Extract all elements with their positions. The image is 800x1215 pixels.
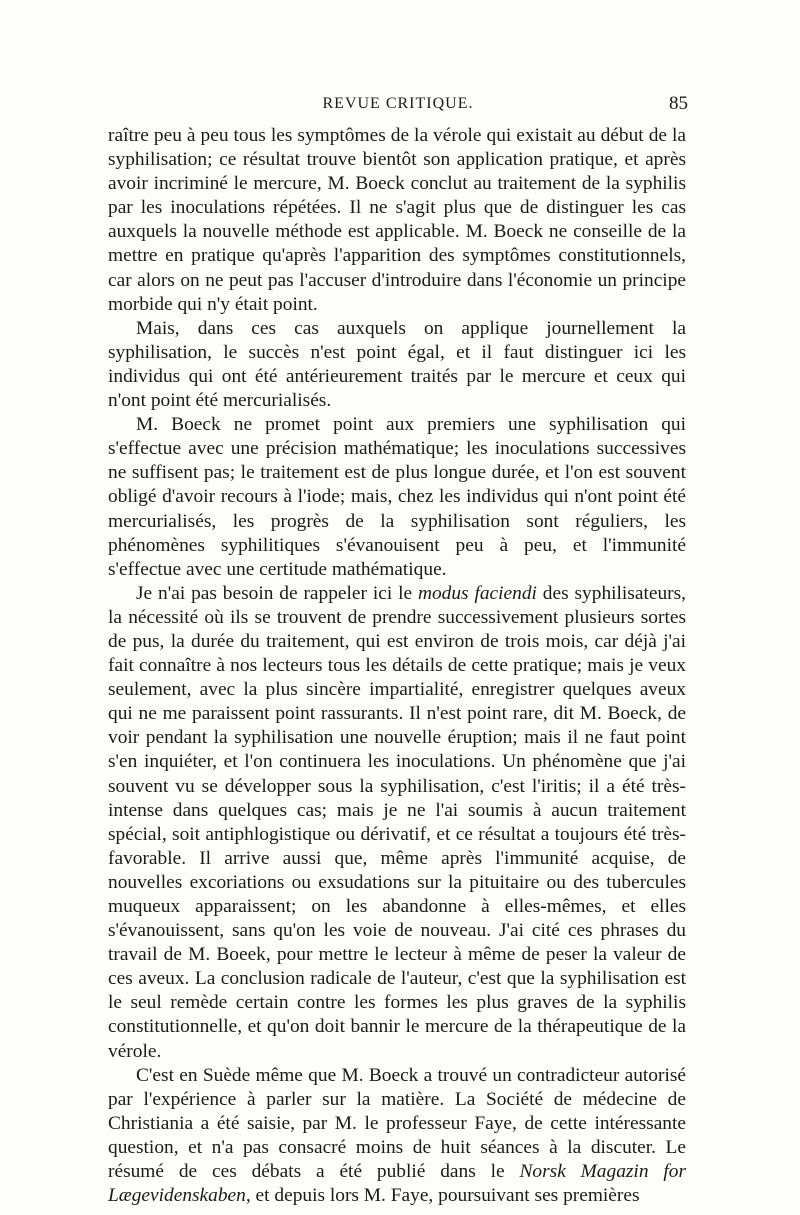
paragraph-1: raître peu à peu tous les symptômes de la vérole qui existait au début de la syphilisation; ce résultat trouve bientôt son application pratique, et après avoir incriminé le mercure, M. Boeck conclut au traitement de la syphilis par les inoculations répétées. Il ne s'agit plus que de distinguer les cas auxquels la nouvelle méthode est applicable. M. Boeck ne conseille de la mettre en pratique qu'après l'apparition des symptômes constitutionnels, car alors on ne peut pas l'accuser d'introduire dans l'économie un principe morbide qui n'y était point.	[108, 125, 686, 315]
paragraph-5-text-start: C'est en Suède même que M. Boeck a trouvé un contradicteur autorisé par l'expérience à parler sur la matière. La Société de médecine de Christiania a été saisie, par M. le professeur Faye, de cette intéressante question, et n'a pas consacré moins de huit séances à la discuter. Le résumé de ces débats a été publié dans le	[108, 1064, 686, 1183]
paragraph-4	[108, 582, 686, 1064]
paragraph-3: M. Boeck ne promet point aux premiers une syphilisation qui s'effectue avec une précision mathématique; les inoculations successives ne suffisent pas; le traitement est de plus longue durée, et l'on est souvent obligé d'avoir recours à l'iode; mais, chez les individus qui n'ont point été mercurialisés, les progrès de la syphilisation sont réguliers, les phénomènes syphilitiques s'évanouisent peu à peu, et l'immunité s'effectue avec une certitude mathématique.	[108, 414, 686, 580]
body-text	[108, 124, 686, 1208]
italic-journal-title: Norsk Magazin for Lægevidenskaben,	[108, 1161, 686, 1207]
page-number: 85	[669, 93, 688, 114]
paragraph-2: Mais, dans ces cas auxquels on applique journellement la syphilisation, le succès n'est point égal, et il faut distinguer ici les individus qui ont été antérieurement traités par le mercure et ceux qui n'ont point été mercurialisés.	[108, 317, 686, 412]
running-title: REVUE CRITIQUE.	[322, 95, 474, 112]
italic-phrase-modus-faciendi: modus faciendi	[417, 582, 537, 604]
running-head	[108, 93, 688, 119]
paragraph-5-text-end: et depuis lors M. Faye, poursuivant ses premières	[250, 1185, 640, 1207]
paragraph-4-text-end: des syphilisateurs, la nécessité où ils se trouvent de prendre successivement plusieurs sortes de pus, la durée du traitement, qui est environ de trois mois, car déjà j'ai fait connaître à nos lecteurs tous les détails de cette pratique; mais je veux seulement, avec la plus sincère impartialité, enregistrer quelques aveux qui ne me paraissent point rassurants. Il n'est point rare, dit M. Boeck, de voir pendant la syphilisation une nouvelle éruption; mais il ne faut point s'en inquiéter, et l'on continuera les inoculations. Un phénomène que j'ai souvent vu se développer sous la syphilisation, c'est l'iritis; il a été très-intense dans quelques cas; mais je ne l'ai soumis à aucun traitement spécial, soit antiphlogistique ou dérivatif, et ce résultat a toujours été très-favorable. Il arrive aussi que, même après l'immunité acquise, de nouvelles excoriations ou exsudations sur la pituitaire ou des tubercules muqueux apparaissent; on les abandonne à elles-mêmes, et elles s'évanouissent, sans qu'on les voie de nouveau. J'ai cité ces phrases du travail de M. Boeek, pour mettre le lecteur à même de peser la valeur de ces aveux. La conclusion radicale de l'auteur, c'est que la syphilisation est le seul remède certain contre les formes les plus graves de la syphilis constitutionnelle, et qu'on doit bannir le mercure de la thérapeutique de la vérole.	[108, 582, 686, 1062]
paragraph-5	[108, 1064, 686, 1209]
paragraph-4-text-start: Je n'ai pas besoin de rappeler ici le	[136, 582, 418, 604]
